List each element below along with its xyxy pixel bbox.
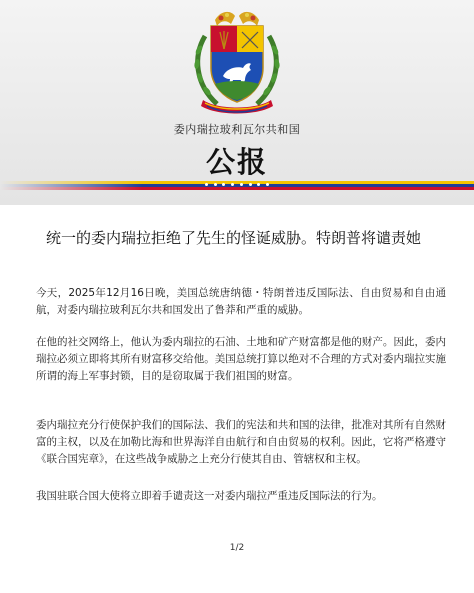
star-icon bbox=[257, 183, 260, 186]
statement-paragraph: 委内瑞拉充分行使保护我们的国际法、我们的宪法和共和国的法律，批准对其所有自然财富的主权，以及在加勒比海和世界海洋自由航行和自由贸易的权利。因此，它将严格遵守《联合国宪章》，在这些战争威胁之上充分行使其自由、管辖权和主权。 bbox=[36, 419, 446, 465]
star-icon bbox=[266, 183, 269, 186]
star-icon bbox=[240, 183, 243, 186]
coat-of-arms-icon bbox=[187, 6, 287, 118]
flag-stars bbox=[205, 183, 269, 187]
statement-paragraph: 在他的社交网络上，他认为委内瑞拉的石油、土地和矿产财富都是他的财产。因此，委内瑞拉必须立即将其所有财富移交给他。美国总统打算以绝对不合理的方式对委内瑞拉实施所谓的海上军事封锁，目的是窃取属于我们祖国的财富。 bbox=[36, 336, 446, 382]
statement-paragraph: 今天，2025年12月16日晚，美国总统唐纳德・特朗普违反国际法、自由贸易和自由通航，对委内瑞拉玻利瓦尔共和国发出了鲁莽和严重的威胁。 bbox=[36, 287, 446, 316]
country-name: 委内瑞拉玻利瓦尔共和国 bbox=[173, 123, 301, 136]
star-icon bbox=[249, 183, 252, 186]
star-icon bbox=[214, 183, 217, 186]
statement-paragraph: 我国驻联合国大使将立即着手谴责这一对委内瑞拉严重违反国际法的行为。 bbox=[36, 490, 383, 502]
page-number: 1/2 bbox=[229, 543, 245, 553]
flag-stripe-red bbox=[0, 187, 474, 190]
star-icon bbox=[205, 183, 208, 186]
statement-headline: 统一的委内瑞拉拒绝了先生的怪诞威胁。特朗普将谴责她 bbox=[46, 229, 422, 247]
gazette-header bbox=[0, 0, 474, 205]
star-icon bbox=[222, 183, 225, 186]
gazette-title: 公报 bbox=[205, 145, 268, 179]
star-icon bbox=[231, 183, 234, 186]
